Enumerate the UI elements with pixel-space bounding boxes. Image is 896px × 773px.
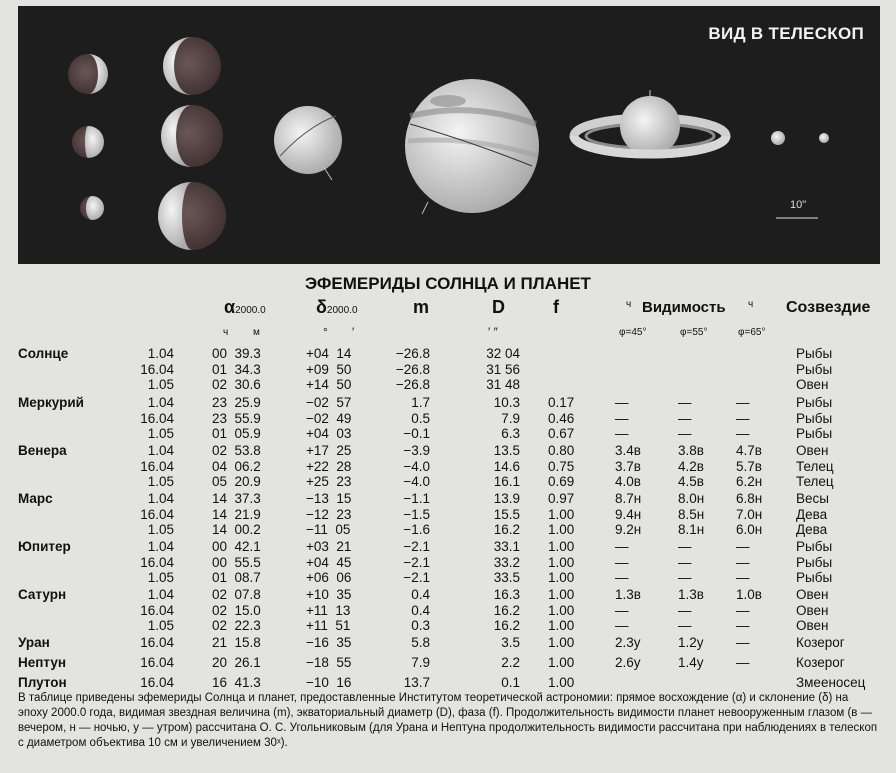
cell-ra: 02 07.8 <box>212 587 261 602</box>
cell-v1: 3.4в <box>615 443 641 458</box>
cell-con: Рыбы <box>796 410 833 426</box>
venus-phase-1 <box>163 37 221 95</box>
footnote: В таблице приведены эфемериды Солнца и планет, предоставленные Институтом теоретической астрономии: прямое восхождение (α) и склонение (δ) на эпоху 2000.0 года, видимая звездная величина (m), экваториальный диаметр (D), фаза (f). Продолжительность видимости планет невооруженным глазом (в — вечером, н — ночью, у — утром) рассчитана О. С. Угольниковым (для Урана и Нептуна продолжительность видимости рассчитана при наблюдениях в телескоп с диаметром объектива 10 см и увеличением 30ˣ). <box>18 692 878 749</box>
cell-v3: — <box>736 426 750 441</box>
body-name: Нептун <box>18 655 67 670</box>
cell-m: 1.7 <box>411 395 430 410</box>
cell-v1: — <box>615 539 629 554</box>
telescope-view-panel <box>18 6 880 264</box>
cell-m: −1.5 <box>403 506 430 522</box>
header-m: m <box>413 297 430 317</box>
cell-date: 16.04 <box>140 361 174 377</box>
cell-v2: 8.5н <box>678 506 705 522</box>
cell-dec: +06 06 <box>306 570 352 585</box>
cell-d: 33.5 <box>493 570 520 585</box>
saturn-disc <box>574 90 726 156</box>
cell-dec: +04 45 <box>306 554 352 570</box>
cell-dec: +11 51 <box>306 618 351 633</box>
cell-v1: 2.3у <box>615 635 641 650</box>
cell-m: 0.4 <box>411 602 430 618</box>
cell-f: 0.46 <box>548 410 575 426</box>
cell-m: 0.4 <box>411 587 430 602</box>
cell-v1: 1.3в <box>615 587 641 602</box>
cell-v3: — <box>736 635 750 650</box>
cell-v1: — <box>615 426 629 441</box>
cell-v1: — <box>615 410 629 426</box>
cell-dec: +11 13 <box>306 602 351 618</box>
cell-con: Овен <box>796 587 829 602</box>
table-row <box>0 522 896 538</box>
scale-label: 10" <box>790 199 807 211</box>
cell-v1: 9.4н <box>615 506 642 522</box>
cell-f: 0.97 <box>548 491 575 506</box>
header-d-units: ′ ″ <box>488 325 498 339</box>
cell-date: 1.04 <box>147 346 174 361</box>
cell-ra: 04 06.2 <box>212 458 261 474</box>
cell-con: Козерог <box>796 635 845 650</box>
header-visibility-unit-right: ч <box>748 299 754 310</box>
body-name: Плутон <box>18 675 67 690</box>
cell-m: −26.8 <box>395 377 430 392</box>
cell-dec: −16 35 <box>306 635 352 650</box>
cell-f: 0.17 <box>548 395 575 410</box>
cell-m: −1.1 <box>403 491 430 506</box>
cell-m: −4.0 <box>403 458 430 474</box>
telescope-title: ВИД В ТЕЛЕСКОП <box>708 24 864 43</box>
cell-m: 13.7 <box>403 675 430 690</box>
telescope-illustration <box>18 6 880 264</box>
cell-m: 0.5 <box>411 410 430 426</box>
body-name: Уран <box>18 635 50 650</box>
cell-v2: — <box>678 395 692 410</box>
cell-v1: 3.7в <box>615 458 641 474</box>
cell-date: 1.04 <box>147 587 174 602</box>
cell-v3: — <box>736 539 750 554</box>
cell-v2: — <box>678 410 692 426</box>
cell-dec: −02 57 <box>306 395 352 410</box>
mercury-phase-2 <box>72 126 104 158</box>
cell-con: Рыбы <box>796 395 833 410</box>
cell-ra: 02 15.0 <box>212 602 261 618</box>
cell-date: 1.05 <box>147 522 174 537</box>
table-row <box>0 426 896 442</box>
body-name: Марс <box>18 491 53 506</box>
cell-con: Дева <box>796 522 828 537</box>
cell-d: 7.9 <box>501 410 520 426</box>
cell-v3: — <box>736 570 750 585</box>
mars-disc <box>274 106 342 180</box>
cell-f: 1.00 <box>548 618 575 633</box>
cell-v3: 5.7в <box>736 458 762 474</box>
cell-m: −2.1 <box>403 554 430 570</box>
header-dec-unit-deg: ° <box>323 325 328 339</box>
venus-phase-2 <box>161 105 223 167</box>
cell-v2: 8.0н <box>678 491 705 506</box>
cell-d: 6.3 <box>501 426 520 441</box>
cell-f: 0.75 <box>548 458 575 474</box>
cell-ra: 16 41.3 <box>212 675 261 690</box>
table-row <box>0 570 896 586</box>
cell-v2: — <box>678 554 692 570</box>
header-phi-55: φ=55° <box>680 327 708 338</box>
mercury-phase-3 <box>80 196 104 220</box>
cell-dec: +14 50 <box>306 377 352 392</box>
table-row <box>0 395 896 411</box>
cell-dec: +10 35 <box>306 587 352 602</box>
cell-v2: — <box>678 426 692 441</box>
cell-con: Змееносец <box>796 675 866 690</box>
cell-ra: 23 25.9 <box>212 395 261 410</box>
cell-v1: — <box>615 395 629 410</box>
cell-v3: 6.2н <box>736 474 763 489</box>
cell-v3: — <box>736 410 750 426</box>
cell-dec: +04 03 <box>306 426 352 441</box>
cell-ra: 05 20.9 <box>212 474 261 489</box>
cell-f: 1.00 <box>548 587 575 602</box>
header-ra-unit-m: м <box>253 327 260 338</box>
cell-ra: 01 05.9 <box>212 426 261 441</box>
cell-date: 16.04 <box>140 506 174 522</box>
cell-f: 1.00 <box>548 570 575 585</box>
cell-v2: 1.4у <box>678 655 704 670</box>
cell-f: 0.80 <box>548 443 575 458</box>
cell-f: 1.00 <box>548 554 575 570</box>
header-dec-unit-min: ′ <box>352 325 355 339</box>
cell-date: 16.04 <box>140 655 174 670</box>
cell-date: 1.05 <box>147 474 174 489</box>
cell-d: 31 48 <box>486 377 520 392</box>
mercury-phase-1 <box>68 54 108 94</box>
cell-d: 16.2 <box>493 618 520 633</box>
header-visibility: Видимость <box>642 299 726 316</box>
cell-date: 1.05 <box>147 377 174 392</box>
cell-v1: 9.2н <box>615 522 642 537</box>
cell-v2: — <box>678 539 692 554</box>
cell-f: 0.69 <box>548 474 575 489</box>
cell-date: 1.04 <box>147 539 174 554</box>
body-name: Венера <box>18 443 67 458</box>
cell-date: 1.04 <box>147 491 174 506</box>
table-row <box>0 587 896 603</box>
cell-m: −1.6 <box>403 522 430 537</box>
table-row <box>0 346 896 362</box>
cell-con: Овен <box>796 618 829 633</box>
table-row <box>0 411 896 427</box>
cell-v1: 8.7н <box>615 491 642 506</box>
cell-d: 33.2 <box>493 554 520 570</box>
cell-v2: — <box>678 602 692 618</box>
cell-v3: 6.8н <box>736 491 763 506</box>
cell-d: 16.3 <box>493 587 520 602</box>
cell-dec: −18 55 <box>306 655 352 670</box>
cell-m: 7.9 <box>411 655 430 670</box>
body-name: Солнце <box>18 346 69 361</box>
cell-v2: — <box>678 570 692 585</box>
cell-dec: +22 28 <box>306 458 352 474</box>
cell-f: 1.00 <box>548 506 575 522</box>
header-phi-45: φ=45° <box>619 327 647 338</box>
header-ra-unit-h: ч <box>223 327 229 338</box>
cell-f: 1.00 <box>548 522 575 537</box>
cell-v3: — <box>736 655 750 670</box>
cell-m: −4.0 <box>403 474 430 489</box>
cell-v1: — <box>615 602 629 618</box>
cell-con: Дева <box>796 506 828 522</box>
cell-v1: — <box>615 554 629 570</box>
table-row <box>0 603 896 619</box>
cell-m: −2.1 <box>403 539 430 554</box>
cell-ra: 00 55.5 <box>212 554 261 570</box>
cell-con: Козерог <box>796 655 845 670</box>
table-row <box>0 507 896 523</box>
table-row <box>0 459 896 475</box>
table-row <box>0 377 896 393</box>
cell-v1: 4.0в <box>615 474 641 489</box>
table-row <box>0 655 896 671</box>
cell-v2: 4.5в <box>678 474 704 489</box>
cell-f: 1.00 <box>548 539 575 554</box>
cell-f: 1.00 <box>548 675 575 690</box>
cell-date: 16.04 <box>140 602 174 618</box>
cell-d: 13.9 <box>493 491 520 506</box>
cell-ra: 01 08.7 <box>212 570 261 585</box>
cell-con: Рыбы <box>796 554 833 570</box>
table-title: ЭФЕМЕРИДЫ СОЛНЦА И ПЛАНЕТ <box>305 274 591 293</box>
cell-date: 1.05 <box>147 618 174 633</box>
cell-m: −0.1 <box>403 426 430 441</box>
cell-ra: 02 22.3 <box>212 618 261 633</box>
venus-phase-3 <box>158 182 226 250</box>
body-name: Юпитер <box>18 539 71 554</box>
cell-v2: 1.3в <box>678 587 704 602</box>
cell-con: Рыбы <box>796 346 833 361</box>
cell-d: 0.1 <box>501 675 520 690</box>
cell-ra: 23 55.9 <box>212 410 261 426</box>
cell-con: Телец <box>796 474 834 489</box>
cell-dec: −12 23 <box>306 506 352 522</box>
cell-con: Телец <box>796 458 834 474</box>
header-constellation: Созвездие <box>786 299 871 316</box>
cell-d: 10.3 <box>493 395 520 410</box>
cell-d: 14.6 <box>493 458 520 474</box>
cell-v3: — <box>736 554 750 570</box>
header-dec: δ2000.0 <box>316 297 358 317</box>
cell-v2: 1.2у <box>678 635 704 650</box>
cell-m: −26.8 <box>395 346 430 361</box>
cell-f: 1.00 <box>548 635 575 650</box>
cell-dec: +09 50 <box>306 361 352 377</box>
cell-ra: 01 34.3 <box>212 361 261 377</box>
cell-con: Рыбы <box>796 539 833 554</box>
cell-d: 16.1 <box>493 474 520 489</box>
header-visibility-unit-left: ч <box>626 299 632 310</box>
cell-v1: 2.6у <box>615 655 641 670</box>
cell-v1: — <box>615 570 629 585</box>
cell-con: Овен <box>796 377 829 392</box>
cell-ra: 02 53.8 <box>212 443 261 458</box>
table-row <box>0 491 896 507</box>
cell-d: 15.5 <box>493 506 520 522</box>
table-row <box>0 675 896 691</box>
cell-d: 31 56 <box>486 361 520 377</box>
table-row <box>0 539 896 555</box>
body-name: Сатурн <box>18 587 67 602</box>
cell-d: 2.2 <box>501 655 520 670</box>
cell-m: −26.8 <box>395 361 430 377</box>
cell-f: 0.67 <box>548 426 575 441</box>
cell-ra: 14 00.2 <box>212 522 261 537</box>
cell-d: 13.5 <box>493 443 520 458</box>
cell-v3: — <box>736 395 750 410</box>
cell-v2: 4.2в <box>678 458 704 474</box>
cell-dec: −10 16 <box>306 675 352 690</box>
cell-date: 1.04 <box>147 443 174 458</box>
cell-date: 16.04 <box>140 410 174 426</box>
cell-v3: 7.0н <box>736 506 763 522</box>
table-row <box>0 362 896 378</box>
uranus-disc <box>771 131 785 145</box>
header-phi-65: φ=65° <box>738 327 766 338</box>
cell-dec: +04 14 <box>306 346 352 361</box>
cell-con: Рыбы <box>796 361 833 377</box>
body-name: Меркурий <box>18 395 84 410</box>
cell-date: 16.04 <box>140 635 174 650</box>
cell-ra: 02 30.6 <box>212 377 261 392</box>
cell-ra: 14 21.9 <box>212 506 261 522</box>
cell-ra: 20 26.1 <box>212 655 261 670</box>
cell-date: 1.05 <box>147 426 174 441</box>
cell-dec: −11 05 <box>306 522 351 537</box>
header-ra: α2000.0 <box>224 297 266 317</box>
cell-dec: +17 25 <box>306 443 352 458</box>
cell-d: 16.2 <box>493 602 520 618</box>
cell-ra: 21 15.8 <box>212 635 261 650</box>
cell-m: 0.3 <box>411 618 430 633</box>
cell-v2: — <box>678 618 692 633</box>
cell-ra: 00 42.1 <box>212 539 261 554</box>
cell-date: 1.04 <box>147 395 174 410</box>
cell-m: −2.1 <box>403 570 430 585</box>
cell-date: 16.04 <box>140 554 174 570</box>
cell-dec: −02 49 <box>306 410 352 426</box>
table-row <box>0 443 896 459</box>
table-row <box>0 618 896 634</box>
cell-ra: 14 37.3 <box>212 491 261 506</box>
cell-date: 1.05 <box>147 570 174 585</box>
cell-con: Овен <box>796 443 829 458</box>
cell-v3: 4.7в <box>736 443 762 458</box>
cell-date: 16.04 <box>140 675 174 690</box>
cell-f: 1.00 <box>548 602 575 618</box>
cell-date: 16.04 <box>140 458 174 474</box>
cell-f: 1.00 <box>548 655 575 670</box>
table-row <box>0 635 896 651</box>
cell-v3: — <box>736 618 750 633</box>
cell-con: Весы <box>796 491 829 506</box>
neptune-disc <box>819 133 829 143</box>
cell-v3: 6.0н <box>736 522 763 537</box>
jupiter-disc <box>405 79 539 214</box>
table-row <box>0 474 896 490</box>
cell-con: Рыбы <box>796 426 833 441</box>
cell-con: Овен <box>796 602 829 618</box>
cell-m: −3.9 <box>403 443 430 458</box>
cell-con: Рыбы <box>796 570 833 585</box>
header-d: D <box>492 297 505 317</box>
cell-dec: −13 15 <box>306 491 352 506</box>
cell-m: 5.8 <box>411 635 430 650</box>
header-f: f <box>553 297 559 317</box>
cell-v3: 1.0в <box>736 587 762 602</box>
cell-d: 16.2 <box>493 522 520 537</box>
table-row <box>0 555 896 571</box>
cell-v2: 8.1н <box>678 522 705 537</box>
cell-d: 33.1 <box>493 539 520 554</box>
cell-dec: +03 21 <box>306 539 352 554</box>
cell-v3: — <box>736 602 750 618</box>
cell-ra: 00 39.3 <box>212 346 261 361</box>
cell-dec: +25 23 <box>306 474 352 489</box>
cell-d: 32 04 <box>486 346 520 361</box>
cell-v1: — <box>615 618 629 633</box>
cell-v2: 3.8в <box>678 443 704 458</box>
cell-d: 3.5 <box>501 635 520 650</box>
